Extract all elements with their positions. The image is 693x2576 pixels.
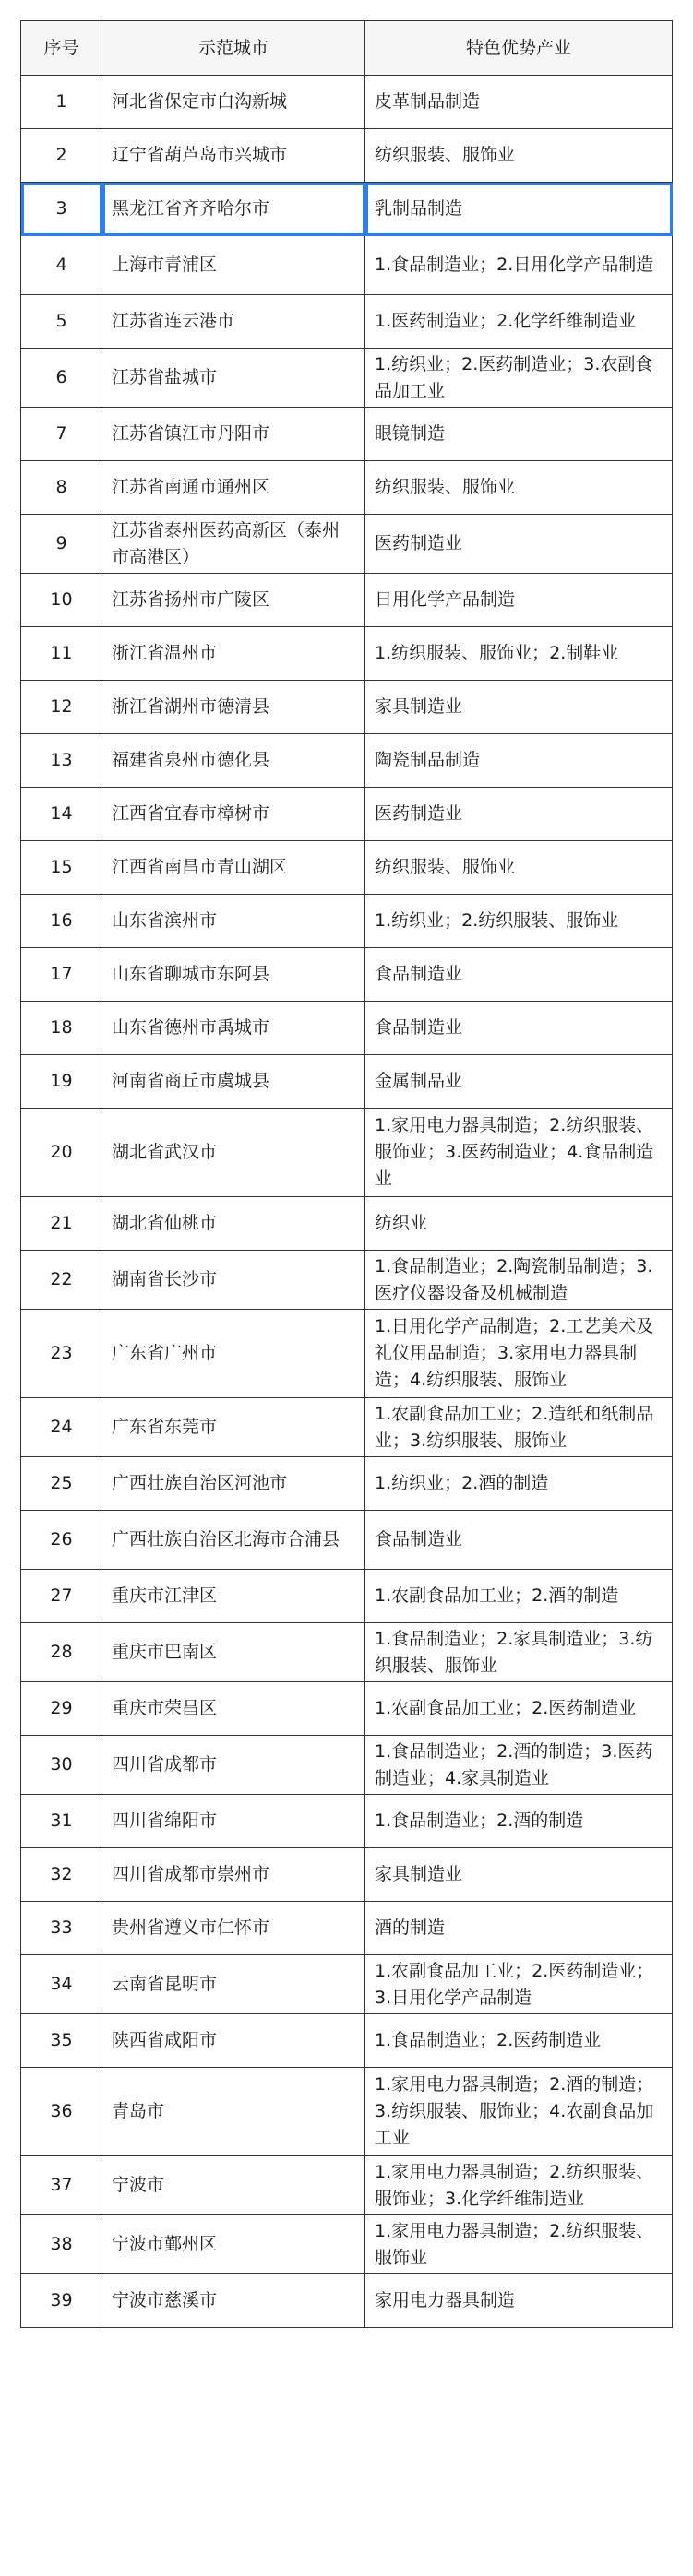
- row-industry: 1.食品制造业；2.酒的制造；3.医药制造业；4.家具制造业: [365, 1736, 673, 1795]
- row-index: 5: [21, 295, 102, 349]
- row-industry: 食品制造业: [365, 1511, 673, 1570]
- row-industry: 1.纺织服装、服饰业；2.制鞋业: [365, 627, 673, 681]
- row-city: 云南省昆明市: [102, 1955, 365, 2014]
- table-row: [21, 2274, 673, 2328]
- row-city: 广东省东莞市: [102, 1398, 365, 1457]
- table-row: [21, 2068, 673, 2156]
- table-row: [21, 788, 673, 841]
- row-city: 重庆市江津区: [102, 1570, 365, 1623]
- row-index: 3: [21, 183, 102, 236]
- table-row: [21, 349, 673, 408]
- row-industry: 食品制造业: [365, 1002, 673, 1055]
- row-city: 福建省泉州市德化县: [102, 734, 365, 788]
- table-row: [21, 236, 673, 295]
- row-index: 18: [21, 1002, 102, 1055]
- row-index: 30: [21, 1736, 102, 1795]
- row-industry: 食品制造业: [365, 948, 673, 1002]
- table-row: [21, 461, 673, 515]
- row-index: 9: [21, 515, 102, 574]
- header-industry: 特色优势产业: [365, 21, 673, 76]
- row-industry: 1.食品制造业；2.日用化学产品制造: [365, 236, 673, 295]
- row-industry: 1.家用电力器具制造；2.纺织服装、服饰业；3.化学纤维制造业: [365, 2156, 673, 2215]
- row-industry: 家用电力器具制造: [365, 2274, 673, 2328]
- table-row: [21, 76, 673, 129]
- row-industry: 金属制品业: [365, 1055, 673, 1109]
- row-index: 21: [21, 1197, 102, 1251]
- header-city: 示范城市: [102, 21, 365, 76]
- row-city: 四川省成都市崇州市: [102, 1848, 365, 1902]
- row-city: 湖南省长沙市: [102, 1251, 365, 1310]
- table-row: [21, 1736, 673, 1795]
- row-index: 26: [21, 1511, 102, 1570]
- row-index: 20: [21, 1109, 102, 1197]
- row-index: 38: [21, 2215, 102, 2274]
- table-row: [21, 1795, 673, 1848]
- row-industry: 1.家用电力器具制造；2.纺织服装、服饰业；3.医药制造业；4.食品制造业: [365, 1109, 673, 1197]
- table-row: [21, 948, 673, 1002]
- row-city: 浙江省湖州市德清县: [102, 681, 365, 734]
- row-industry: 1.农副食品加工业；2.造纸和纸制品业；3.纺织服装、服饰业: [365, 1398, 673, 1457]
- demonstration-city-table: [20, 20, 673, 2328]
- row-city: 宁波市慈溪市: [102, 2274, 365, 2328]
- table-row: [21, 1002, 673, 1055]
- table-row: [21, 1197, 673, 1251]
- row-index: 39: [21, 2274, 102, 2328]
- row-index: 11: [21, 627, 102, 681]
- row-index: 36: [21, 2068, 102, 2156]
- row-index: 29: [21, 1682, 102, 1736]
- row-index: 19: [21, 1055, 102, 1109]
- row-index: 2: [21, 129, 102, 183]
- table-row: [21, 295, 673, 349]
- table-row: [21, 574, 673, 627]
- header-index: 序号: [21, 21, 102, 76]
- row-index: 15: [21, 841, 102, 895]
- row-industry: 1.纺织业；2.酒的制造: [365, 1457, 673, 1511]
- row-city: 四川省成都市: [102, 1736, 365, 1795]
- table-row: [21, 2156, 673, 2215]
- table-row: [21, 1848, 673, 1902]
- row-city: 黑龙江省齐齐哈尔市: [102, 183, 365, 236]
- row-industry: 1.食品制造业；2.医药制造业: [365, 2014, 673, 2068]
- row-index: 22: [21, 1251, 102, 1310]
- row-industry: 皮革制品制造: [365, 76, 673, 129]
- row-index: 7: [21, 408, 102, 461]
- row-city: 重庆市巴南区: [102, 1623, 365, 1682]
- row-index: 4: [21, 236, 102, 295]
- row-city: 四川省绵阳市: [102, 1795, 365, 1848]
- row-index: 25: [21, 1457, 102, 1511]
- table-row: [21, 1902, 673, 1955]
- row-industry: 纺织服装、服饰业: [365, 841, 673, 895]
- row-city: 河北省保定市白沟新城: [102, 76, 365, 129]
- table-row: [21, 129, 673, 183]
- row-city: 山东省聊城市东阿县: [102, 948, 365, 1002]
- row-industry: 1.农副食品加工业；2.医药制造业；3.日用化学产品制造: [365, 1955, 673, 2014]
- row-industry: 家具制造业: [365, 1848, 673, 1902]
- row-city: 江苏省南通市通州区: [102, 461, 365, 515]
- row-city: 重庆市荣昌区: [102, 1682, 365, 1736]
- table-row: [21, 1955, 673, 2014]
- table-row: [21, 1623, 673, 1682]
- row-city: 江苏省盐城市: [102, 349, 365, 408]
- table-row: [21, 1398, 673, 1457]
- table-row: [21, 1570, 673, 1623]
- table-row: [21, 1055, 673, 1109]
- row-city: 广西壮族自治区北海市合浦县: [102, 1511, 365, 1570]
- row-index: 23: [21, 1310, 102, 1398]
- table-body: [21, 76, 673, 2328]
- row-city: 河南省商丘市虞城县: [102, 1055, 365, 1109]
- row-index: 17: [21, 948, 102, 1002]
- row-industry: 家具制造业: [365, 681, 673, 734]
- row-industry: 1.日用化学产品制造；2.工艺美术及礼仪用品制造；3.家用电力器具制造；4.纺织服装、服饰业: [365, 1310, 673, 1398]
- table-row: [21, 1457, 673, 1511]
- row-city: 湖北省仙桃市: [102, 1197, 365, 1251]
- row-city: 贵州省遵义市仁怀市: [102, 1902, 365, 1955]
- row-city: 山东省德州市禹城市: [102, 1002, 365, 1055]
- row-index: 32: [21, 1848, 102, 1902]
- row-index: 14: [21, 788, 102, 841]
- table-row: [21, 627, 673, 681]
- row-city: 江苏省镇江市丹阳市: [102, 408, 365, 461]
- row-index: 24: [21, 1398, 102, 1457]
- table-row: [21, 2215, 673, 2274]
- row-industry: 乳制品制造: [365, 183, 673, 236]
- row-industry: 医药制造业: [365, 515, 673, 574]
- row-index: 12: [21, 681, 102, 734]
- row-index: 34: [21, 1955, 102, 2014]
- row-industry: 1.家用电力器具制造；2.酒的制造；3.纺织服装、服饰业；4.农副食品加工业: [365, 2068, 673, 2156]
- row-index: 31: [21, 1795, 102, 1848]
- row-index: 28: [21, 1623, 102, 1682]
- row-industry: 医药制造业: [365, 788, 673, 841]
- row-city: 广西壮族自治区河池市: [102, 1457, 365, 1511]
- row-industry: 1.纺织业；2.医药制造业；3.农副食品加工业: [365, 349, 673, 408]
- row-index: 33: [21, 1902, 102, 1955]
- table-row: [21, 183, 673, 236]
- row-index: 6: [21, 349, 102, 408]
- row-index: 37: [21, 2156, 102, 2215]
- row-city: 陕西省咸阳市: [102, 2014, 365, 2068]
- row-industry: 1.食品制造业；2.酒的制造: [365, 1795, 673, 1848]
- row-industry: 纺织服装、服饰业: [365, 461, 673, 515]
- table-row: [21, 408, 673, 461]
- row-index: 10: [21, 574, 102, 627]
- table-header-row: [21, 21, 673, 76]
- row-city: 江西省宜春市樟树市: [102, 788, 365, 841]
- row-industry: 日用化学产品制造: [365, 574, 673, 627]
- row-city: 江苏省泰州医药高新区（泰州市高港区）: [102, 515, 365, 574]
- row-city: 宁波市: [102, 2156, 365, 2215]
- row-industry: 1.农副食品加工业；2.酒的制造: [365, 1570, 673, 1623]
- row-index: 27: [21, 1570, 102, 1623]
- row-industry: 1.纺织业；2.纺织服装、服饰业: [365, 895, 673, 948]
- table-row: [21, 1682, 673, 1736]
- row-industry: 眼镜制造: [365, 408, 673, 461]
- row-index: 13: [21, 734, 102, 788]
- row-city: 广东省广州市: [102, 1310, 365, 1398]
- table-row: [21, 515, 673, 574]
- row-city: 江苏省连云港市: [102, 295, 365, 349]
- row-industry: 1.食品制造业；2.陶瓷制品制造；3.医疗仪器设备及机械制造: [365, 1251, 673, 1310]
- row-city: 浙江省温州市: [102, 627, 365, 681]
- row-industry: 酒的制造: [365, 1902, 673, 1955]
- row-industry: 1.农副食品加工业；2.医药制造业: [365, 1682, 673, 1736]
- row-city: 江苏省扬州市广陵区: [102, 574, 365, 627]
- row-industry: 陶瓷制品制造: [365, 734, 673, 788]
- table-row: [21, 681, 673, 734]
- row-city: 湖北省武汉市: [102, 1109, 365, 1197]
- table-row: [21, 1511, 673, 1570]
- row-industry: 纺织服装、服饰业: [365, 129, 673, 183]
- row-index: 35: [21, 2014, 102, 2068]
- row-city: 辽宁省葫芦岛市兴城市: [102, 129, 365, 183]
- row-city: 江西省南昌市青山湖区: [102, 841, 365, 895]
- row-index: 8: [21, 461, 102, 515]
- row-city: 宁波市鄞州区: [102, 2215, 365, 2274]
- row-index: 1: [21, 76, 102, 129]
- table-row: [21, 841, 673, 895]
- row-industry: 纺织业: [365, 1197, 673, 1251]
- row-city: 上海市青浦区: [102, 236, 365, 295]
- table-row: [21, 895, 673, 948]
- table-row: [21, 734, 673, 788]
- table-row: [21, 1251, 673, 1310]
- row-industry: 1.家用电力器具制造；2.纺织服装、服饰业: [365, 2215, 673, 2274]
- table-row: [21, 2014, 673, 2068]
- row-industry: 1.食品制造业；2.家具制造业；3.纺织服装、服饰业: [365, 1623, 673, 1682]
- table-row: [21, 1109, 673, 1197]
- row-city: 山东省滨州市: [102, 895, 365, 948]
- industry-table-container: [20, 20, 672, 2328]
- row-city: 青岛市: [102, 2068, 365, 2156]
- row-index: 16: [21, 895, 102, 948]
- table-row: [21, 1310, 673, 1398]
- row-industry: 1.医药制造业；2.化学纤维制造业: [365, 295, 673, 349]
